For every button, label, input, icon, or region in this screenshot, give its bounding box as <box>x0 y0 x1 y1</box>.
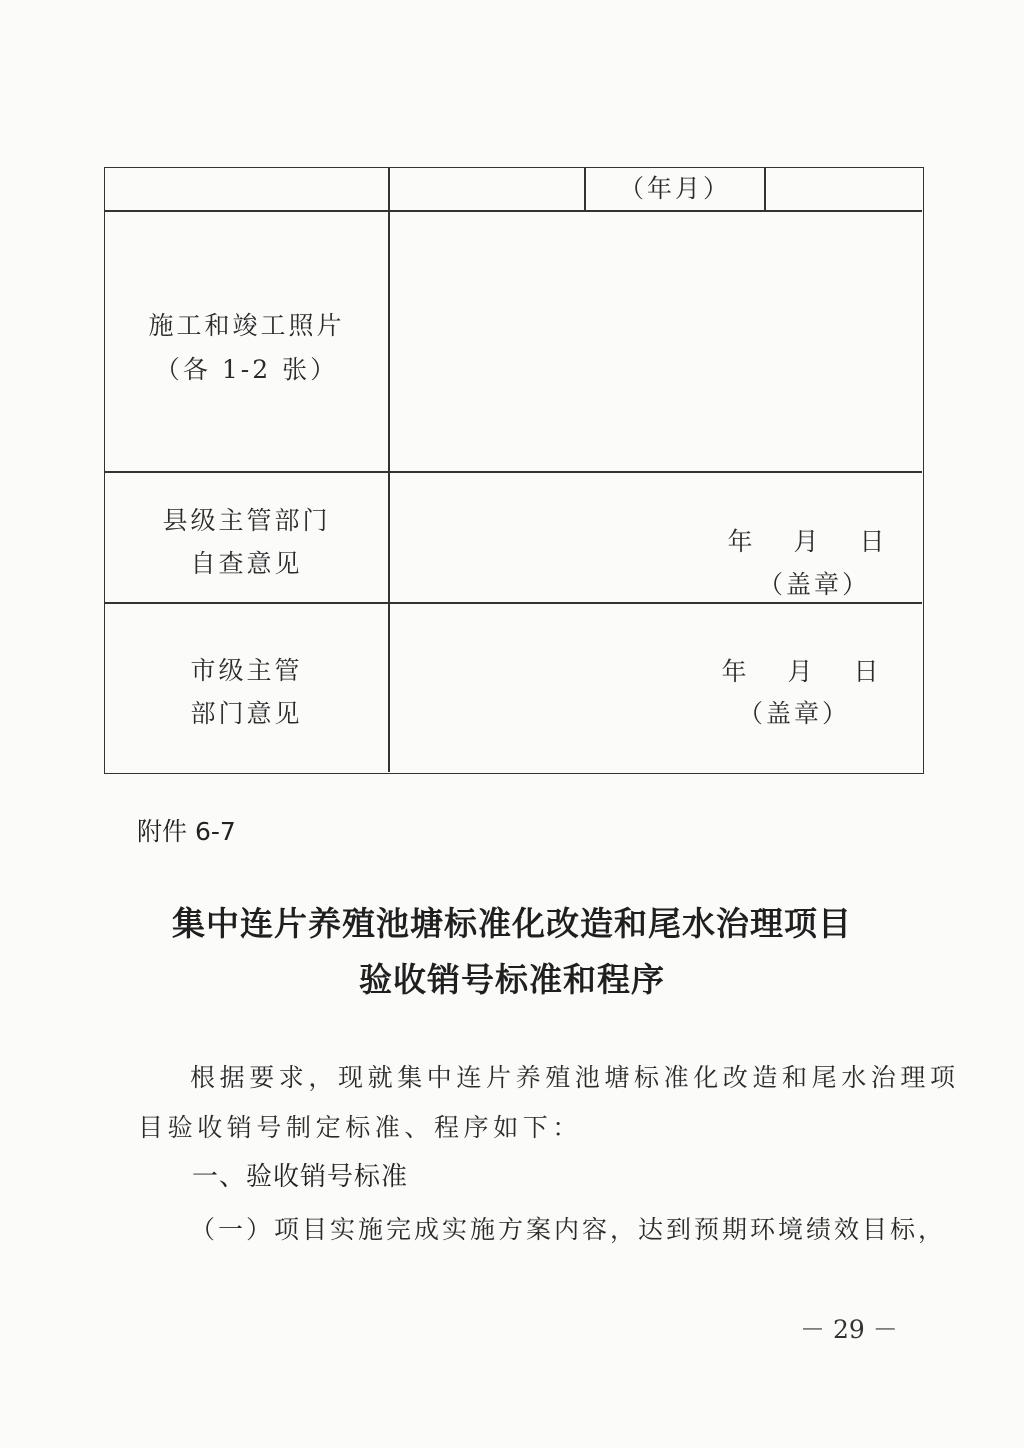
city-seal: （盖章） <box>737 699 850 728</box>
page-number: － 29 － <box>800 1315 898 1344</box>
document-title-line2: 验收销号标准和程序 <box>359 960 665 999</box>
photos-label-line1: 施工和竣工照片 <box>148 311 345 340</box>
attachment-label: 附件 6-7 <box>137 817 236 846</box>
county-label-line2: 自查意见 <box>190 549 303 578</box>
year-month-cell: （年月） <box>618 174 731 203</box>
paragraph-line: 根据要求，现就集中连片养殖池塘标准化改造和尾水治理项 <box>190 1063 960 1092</box>
county-seal: （盖章） <box>757 570 870 599</box>
table-row-divider <box>105 210 922 212</box>
table-col-divider <box>388 168 390 772</box>
county-label-line1: 县级主管部门 <box>162 506 331 535</box>
city-date: 年 月 日 <box>721 657 887 686</box>
table-col-divider <box>764 168 766 210</box>
county-date: 年 月 日 <box>727 527 893 556</box>
city-label-line2: 部门意见 <box>190 699 303 728</box>
paragraph-line: 目验收销号制定标准、程序如下： <box>138 1113 583 1142</box>
city-label-line1: 市级主管 <box>190 656 303 685</box>
table-row-divider <box>105 471 922 473</box>
photos-label-line2: （各 1-2 张） <box>154 355 339 384</box>
document-title-line1: 集中连片养殖池塘标准化改造和尾水治理项目 <box>172 904 852 943</box>
paragraph-line: （一）项目实施完成实施方案内容，达到预期环境绩效目标， <box>190 1215 947 1244</box>
section-heading: 一、验收销号标准 <box>192 1162 409 1192</box>
info-table <box>104 167 924 774</box>
